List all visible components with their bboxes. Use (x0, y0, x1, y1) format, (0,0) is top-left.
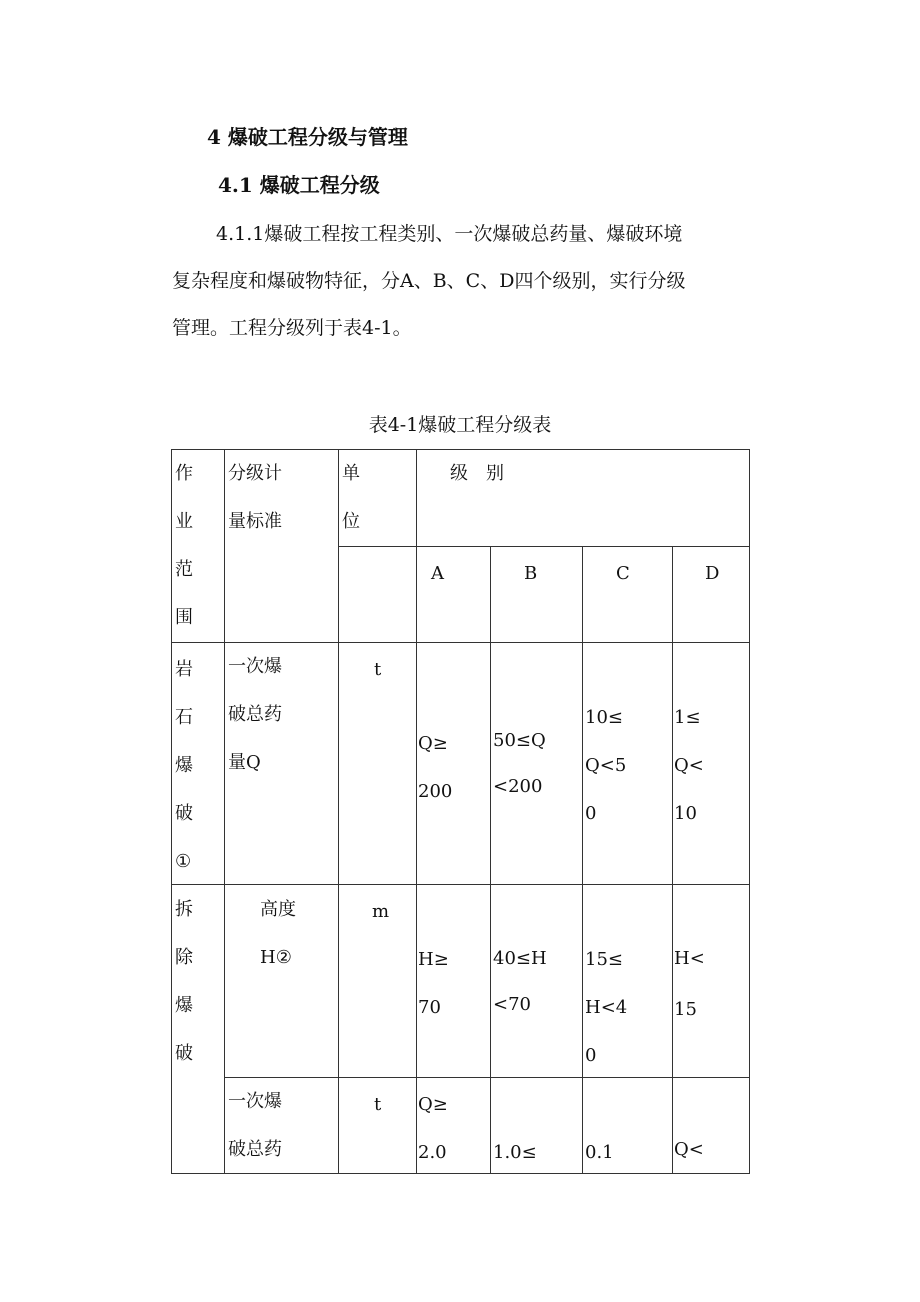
cell-scope: 拆 除 爆 破 (175, 899, 193, 1064)
cell-grade-b: 1.0≤ (493, 1142, 537, 1163)
table-border (749, 449, 750, 1174)
table-border (171, 884, 750, 885)
subsection-heading: 4.1 爆破工程分级 (218, 173, 380, 197)
table-border (338, 546, 750, 547)
header-grade: 级 别 (450, 463, 504, 484)
cell-grade-b: 40≤H <70 (493, 948, 547, 1015)
cell-scope: 岩 石 爆 破 ① (175, 659, 193, 872)
cell-unit: t (374, 659, 382, 680)
cell-criterion: 一次爆 破总药 量Q (228, 656, 282, 773)
table-caption: 表4-1爆破工程分级表 (368, 414, 552, 436)
cell-criterion: 高度 H② (260, 899, 296, 968)
cell-grade-d: Q< (674, 1139, 704, 1160)
paragraph-line: 复杂程度和爆破物特征，分A、B、C、D四个级别，实行分级 (172, 270, 686, 292)
table-border (582, 546, 583, 1174)
header-grade-a: A (431, 563, 444, 584)
header-criterion: 分级计 量标准 (228, 463, 282, 532)
table-border (338, 449, 339, 1174)
cell-grade-c: 0.1 (585, 1142, 614, 1163)
cell-criterion: 一次爆 破总药 (228, 1091, 282, 1160)
table-border (672, 546, 673, 1174)
cell-grade-b: 50≤Q <200 (493, 730, 546, 797)
header-grade-d: D (705, 563, 720, 584)
table-border (171, 449, 172, 1174)
table-border (416, 449, 417, 1174)
header-grade-b: B (524, 563, 538, 584)
section-heading: 4 爆破工程分级与管理 (207, 125, 408, 149)
header-unit: 单 位 (342, 463, 360, 532)
paragraph-line: 4.1.1爆破工程按工程类别、一次爆破总药量、爆破环境 (216, 223, 683, 245)
cell-unit: t (374, 1094, 382, 1115)
cell-grade-c: 10≤ Q<5 0 (585, 707, 627, 824)
cell-grade-d: 1≤ Q< 10 (674, 707, 704, 824)
cell-grade-a: Q≥ 200 (418, 733, 453, 802)
cell-grade-c: 15≤ H<4 0 (585, 949, 628, 1066)
paragraph-line: 管理。工程分级列于表4-1。 (172, 317, 412, 339)
header-grade-c: C (616, 563, 630, 584)
cell-grade-d: H< 15 (674, 948, 705, 1020)
header-scope: 作 业 范 围 (175, 463, 193, 628)
cell-unit: m (372, 901, 390, 922)
cell-grade-a: H≥ 70 (418, 949, 449, 1018)
table-border (490, 546, 491, 1174)
cell-grade-a: Q≥ 2.0 (418, 1094, 448, 1163)
table-border (224, 449, 225, 1174)
